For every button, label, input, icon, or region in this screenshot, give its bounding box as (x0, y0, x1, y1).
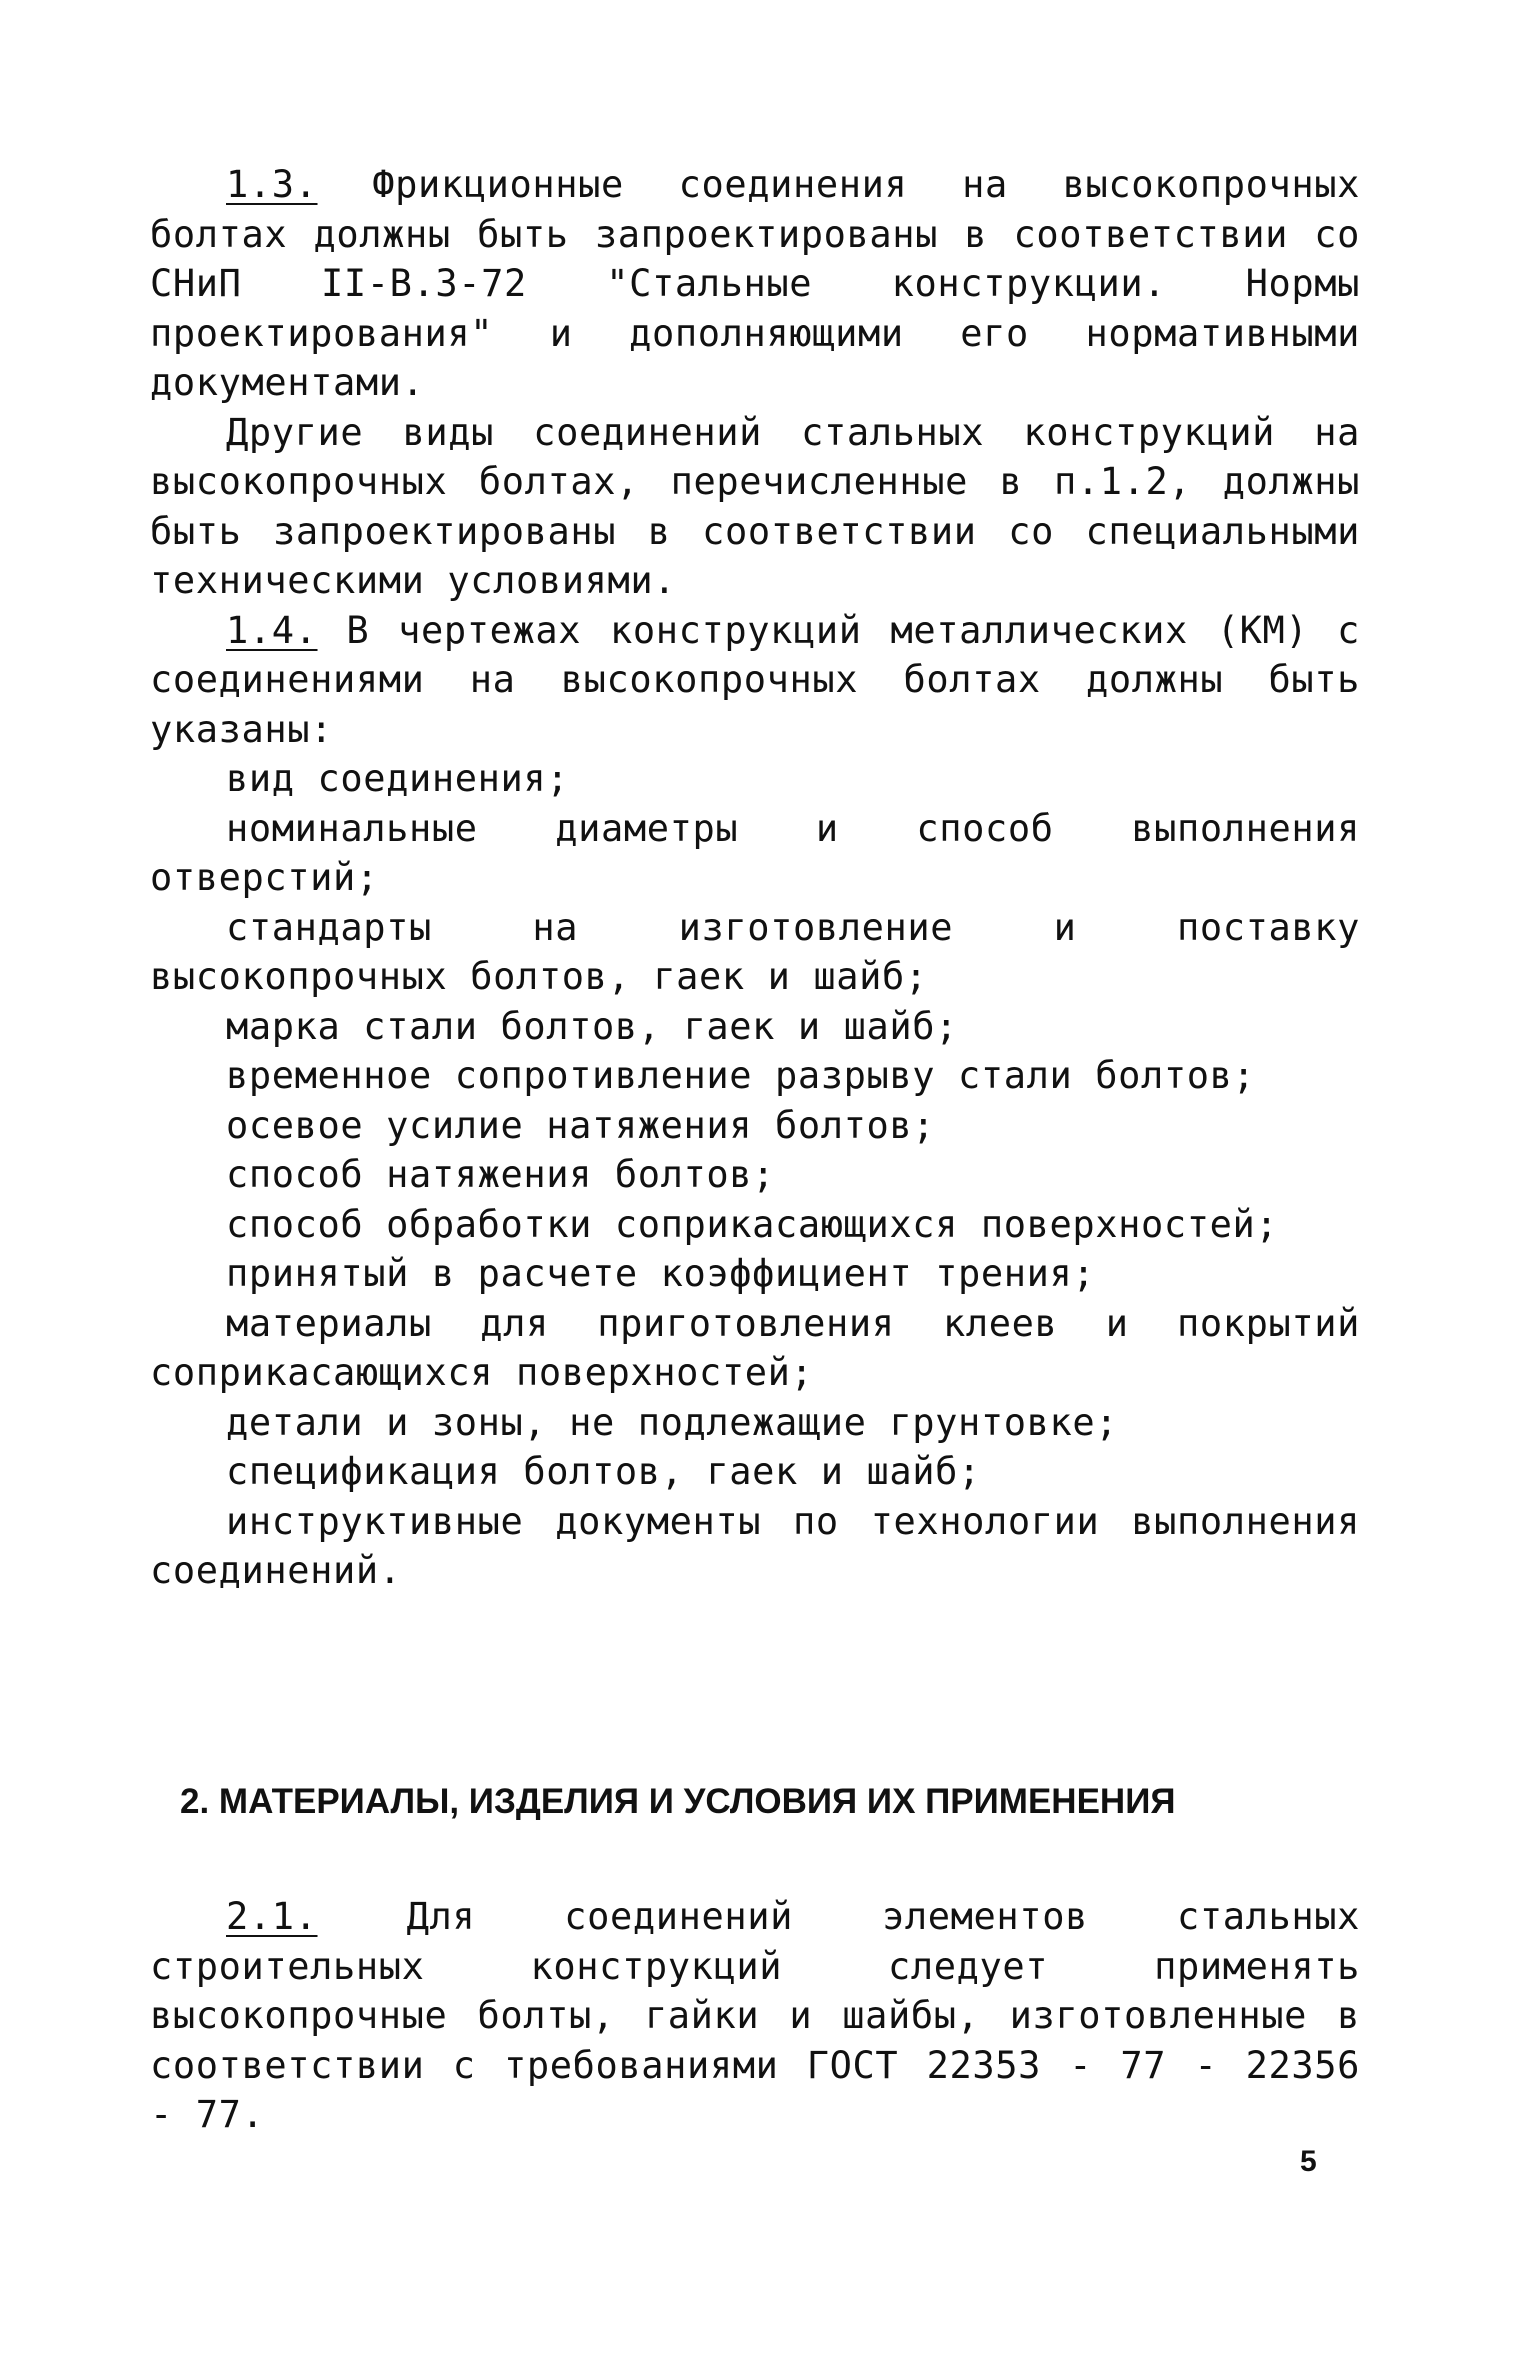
list-item: способ обработки соприкасающихся поверхностей; (226, 1202, 1279, 1246)
section-1-body (150, 160, 1360, 1596)
paragraph-1-3 (150, 160, 1360, 408)
clause-number-2-1: 2.1. (226, 1895, 318, 1938)
paragraph-1-4-text: В чертежах конструкций металлических (КМ) с соединениями на высокопрочных болтах должны быть указаны: (150, 608, 1360, 751)
section-2-body (150, 1892, 1360, 2140)
paragraph-1-3-continued: Другие виды соединений стальных конструкций на высокопрочных болтах, перечисленные в п.1.2, должны быть запроектированы в соответствии со специальными техническими условиями. (150, 410, 1360, 602)
list-item: спецификация болтов, гаек и шайб; (226, 1450, 981, 1493)
paragraph-1-3-text: Фрикционные соединения на высокопрочных болтах должны быть запроектированы в соответствии со СНиП II-В.3-72 "Стальные конструкции. Нормы проектирования" и дополняющими его нормативными документами. (150, 163, 1360, 404)
paragraph-2-1-text: Для соединений элементов стальных строительных конструкций следует применять высокопрочные болты, гайки и шайбы, изготовленные в соответствии с требованиями ГОСТ 22353 - 77 - 22356 - 77. (150, 1895, 1360, 2136)
list-item: осевое усилие натяжения болтов; (226, 1103, 936, 1147)
paragraph-2-1 (150, 1892, 1360, 2140)
list-item: временное сопротивление разрыву стали болтов; (226, 1054, 1256, 1097)
page-number: 5 (1300, 2145, 1317, 2178)
clause-number-1-4: 1.4. (226, 608, 318, 652)
list-item: вид соединения; (226, 757, 570, 800)
list-item: принятый в расчете коэффициент трения; (226, 1252, 1096, 1295)
list-item: инструктивные документы по технологии выполнения соединений. (150, 1499, 1360, 1592)
clause-number-1-3: 1.3. (226, 163, 318, 206)
paragraph-1-4 (150, 606, 1360, 755)
list-item: материалы для приготовления клеев и покрытий соприкасающихся поверхностей; (150, 1301, 1360, 1394)
list-item: номинальные диаметры и способ выполнения отверстий; (150, 806, 1360, 899)
list-item: способ натяжения болтов; (226, 1153, 776, 1196)
list-item: детали и зоны, не подлежащие грунтовке; (226, 1400, 1119, 1444)
list-item: марка стали болтов, гаек и шайб; (226, 1004, 959, 1048)
list-item: стандарты на изготовление и поставку высокопрочных болтов, гаек и шайб; (150, 905, 1360, 998)
section-2-heading: 2. МАТЕРИАЛЫ, ИЗДЕЛИЯ И УСЛОВИЯ ИХ ПРИМЕНЕНИЯ (180, 1782, 1176, 1821)
